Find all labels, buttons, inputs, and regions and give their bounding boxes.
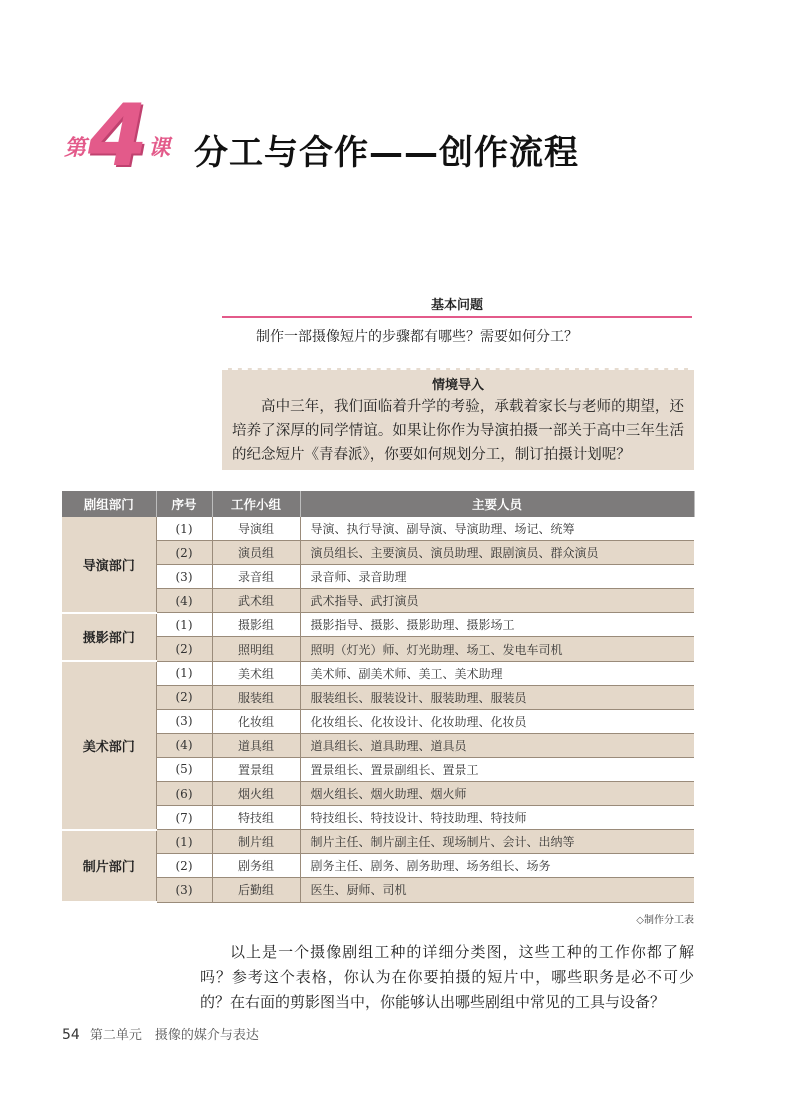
table-row (62, 613, 694, 637)
basic-question-text: 制作一部摄像短片的步骤都有哪些？需要如何分工？ (256, 329, 578, 345)
team-cell: 武术组 (212, 589, 300, 613)
header-department: 剧组部门 (62, 491, 156, 517)
table-row (62, 637, 694, 661)
table-caption (560, 911, 694, 926)
unit-title: 第二单元 摄像的媒介与表达 (89, 1028, 259, 1043)
table-row (62, 661, 694, 685)
table-header-row (62, 491, 694, 517)
team-cell: 摄影组 (212, 613, 300, 637)
number-cell: (6) (156, 782, 212, 806)
table-row (62, 806, 694, 830)
staff-cell: 道具组长、道具助理、道具员 (300, 733, 694, 757)
team-cell: 道具组 (212, 733, 300, 757)
team-cell: 服装组 (212, 685, 300, 709)
staff-cell: 置景组长、置景副组长、置景工 (300, 757, 694, 781)
number-cell: (1) (156, 830, 212, 854)
number-cell: (1) (156, 613, 212, 637)
department-cell: 摄影部门 (62, 613, 156, 661)
number-cell: (2) (156, 637, 212, 661)
staff-cell: 导演、执行导演、副导演、导演助理、场记、统筹 (300, 517, 694, 541)
table-row (62, 589, 694, 613)
team-cell: 化妆组 (212, 709, 300, 733)
team-cell: 导演组 (212, 517, 300, 541)
team-cell: 特技组 (212, 806, 300, 830)
number-cell: (1) (156, 661, 212, 685)
lesson-prefix: 第 (64, 135, 87, 161)
team-cell: 美术组 (212, 661, 300, 685)
table-row (62, 878, 694, 902)
situation-title: 情境导入 (431, 378, 484, 393)
table-row (62, 757, 694, 781)
staff-cell: 制片主任、制片副主任、现场制片、会计、出纳等 (300, 830, 694, 854)
header-number: 序号 (156, 491, 212, 517)
header-staff: 主要人员 (300, 491, 694, 517)
number-cell: (3) (156, 709, 212, 733)
lesson-suffix: 课 (148, 135, 171, 161)
number-cell: (3) (156, 565, 212, 589)
table-row (62, 830, 694, 854)
number-cell: (2) (156, 541, 212, 565)
number-cell: (7) (156, 806, 212, 830)
number-cell: (2) (156, 854, 212, 878)
lesson-number-mark (58, 86, 178, 186)
table-row (62, 541, 694, 565)
staff-cell: 化妆组长、化妆设计、化妆助理、化妆员 (300, 709, 694, 733)
department-cell: 导演部门 (62, 517, 156, 613)
staff-cell: 演员组长、主要演员、演员助理、跟剧演员、群众演员 (300, 541, 694, 565)
team-cell: 烟火组 (212, 782, 300, 806)
table-body (62, 517, 694, 902)
lesson-number: 4 (88, 86, 148, 186)
number-cell: (2) (156, 685, 212, 709)
staff-cell: 武术指导、武打演员 (300, 589, 694, 613)
page-number: 54 (62, 1027, 80, 1043)
basic-question-box (222, 294, 692, 346)
team-cell: 制片组 (212, 830, 300, 854)
staff-cell: 剧务主任、剧务、剧务助理、场务组长、场务 (300, 854, 694, 878)
page-footer (62, 1024, 259, 1043)
team-cell: 录音组 (212, 565, 300, 589)
number-cell: (4) (156, 589, 212, 613)
department-cell: 制片部门 (62, 830, 156, 902)
number-cell: (3) (156, 878, 212, 902)
team-cell: 演员组 (212, 541, 300, 565)
team-cell: 置景组 (212, 757, 300, 781)
staff-cell: 烟火组长、烟火助理、烟火师 (300, 782, 694, 806)
diamond-icon: ◇ (636, 915, 644, 926)
staff-cell: 服装组长、服装设计、服装助理、服装员 (300, 685, 694, 709)
staff-cell: 特技组长、特技设计、特技助理、特技师 (300, 806, 694, 830)
table-row (62, 733, 694, 757)
staff-cell: 录音师、录音助理 (300, 565, 694, 589)
situation-box (222, 368, 694, 470)
table-row (62, 565, 694, 589)
team-cell: 剧务组 (212, 854, 300, 878)
staff-cell: 摄影指导、摄影、摄影助理、摄影场工 (300, 613, 694, 637)
table-row (62, 709, 694, 733)
number-cell: (1) (156, 517, 212, 541)
table-caption-text: 制作分工表 (644, 915, 694, 926)
staff-cell: 美术师、副美术师、美工、美术助理 (300, 661, 694, 685)
staff-cell: 医生、厨师、司机 (300, 878, 694, 902)
table-row (62, 517, 694, 541)
department-cell: 美术部门 (62, 661, 156, 830)
situation-text: 高中三年，我们面临着升学的考验，承载着家长与老师的期望，还培养了深厚的同学情谊。如果让你作为导演拍摄一部关于高中三年生活的纪念短片《青春派》，你要如何规划分工，制订拍摄计划呢？ (232, 399, 684, 463)
crew-division-table (62, 491, 695, 903)
team-cell: 后勤组 (212, 878, 300, 902)
body-paragraph: 以上是一个摄像剧组工种的详细分类图，这些工种的工作你都了解吗？参考这个表格，你认为在你要拍摄的短片中，哪些职务是必不可少的？在右面的剪影图当中，你能够认出哪些剧组中常见的工具与设备？ (200, 943, 694, 1011)
number-cell: (5) (156, 757, 212, 781)
team-cell: 照明组 (212, 637, 300, 661)
basic-question-title: 基本问题 (222, 294, 692, 318)
header-team: 工作小组 (212, 491, 300, 517)
lesson-header (58, 86, 678, 186)
table-row (62, 685, 694, 709)
lesson-title: 分工与合作——创作流程 (194, 133, 579, 173)
table-row (62, 854, 694, 878)
staff-cell: 照明（灯光）师、灯光助理、场工、发电车司机 (300, 637, 694, 661)
number-cell: (4) (156, 733, 212, 757)
table-row (62, 782, 694, 806)
